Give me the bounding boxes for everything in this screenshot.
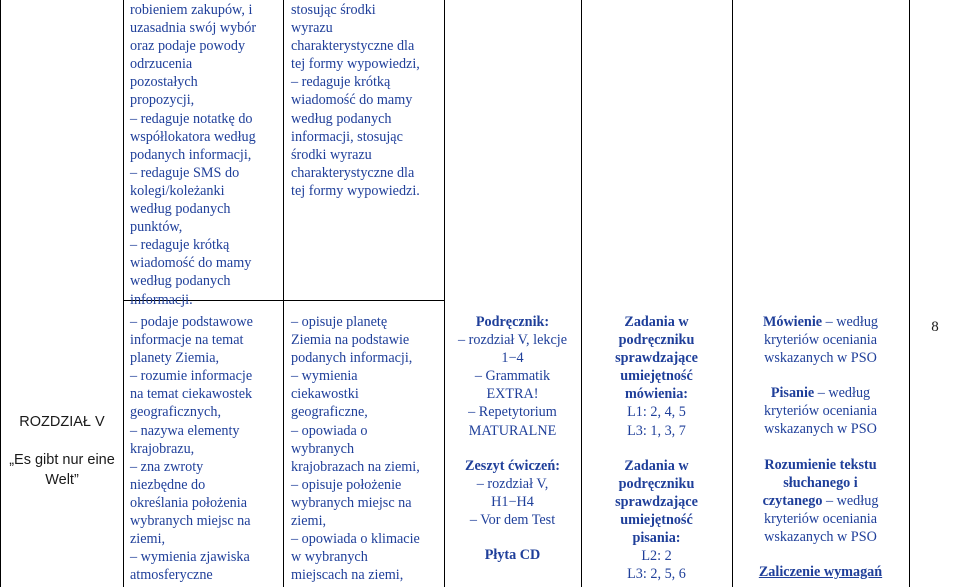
- text-line: określania położenia: [130, 494, 247, 511]
- text-line: MATURALNE: [468, 422, 557, 439]
- grid-line-col5: [732, 0, 733, 587]
- text-line: według podanych: [130, 273, 231, 290]
- materials-cell: [446, 313, 579, 564]
- basic-skills-bottom: [130, 313, 253, 584]
- grid-line-col2: [283, 0, 284, 587]
- text-line: podanych informacji,: [291, 350, 413, 367]
- text-line: ziemi,: [130, 531, 166, 548]
- text-line: – redaguje krótką: [130, 237, 230, 254]
- text-line: – Vor dem Test: [469, 511, 556, 528]
- extended-skills-top: [291, 1, 420, 200]
- text-line: stosując środki: [291, 2, 376, 18]
- speaking-task: L1: 2, 4, 5: [627, 404, 686, 421]
- criteria-cell: [734, 313, 907, 581]
- text-line: – Grammatik: [474, 368, 551, 385]
- text-line: ziemi,: [291, 513, 327, 530]
- zeszyt-label-text: Zeszyt ćwiczeń:: [465, 457, 560, 474]
- criteria-rest: – według: [822, 314, 879, 330]
- text-line: kryteriów oceniania: [763, 403, 878, 420]
- speaking-heading: umiejętność: [620, 368, 693, 385]
- text-line: wyrazu: [291, 20, 333, 37]
- text-line: według podanych: [130, 201, 231, 218]
- text-line: – rozdział V,: [476, 475, 549, 492]
- writing-heading: Zadania w: [624, 457, 689, 474]
- text-line: – opisuje planetę: [291, 314, 388, 330]
- text-line: – redaguje SMS do: [130, 164, 240, 181]
- extended-skills-bottom: [291, 313, 420, 584]
- text-line: propozycji,: [130, 92, 195, 109]
- text-line: wskazanych w PSO: [764, 421, 877, 438]
- text-line: punktów,: [130, 219, 183, 236]
- chapter-cell: [2, 412, 122, 490]
- chapter-subtitle: „Es gibt nur eine Welt”: [9, 452, 115, 488]
- criteria-mowienie: [734, 313, 907, 331]
- zeszyt-label: [446, 457, 579, 475]
- page-number: 8: [931, 319, 939, 335]
- speaking-heading: sprawdzające: [615, 350, 698, 367]
- criteria-term: Mówienie: [762, 314, 823, 330]
- podrecznik-label: Podręcznik:: [475, 314, 550, 330]
- text-line: oraz podaje powody: [130, 38, 246, 55]
- text-line: w wybranych: [291, 549, 368, 566]
- text-line: – wymienia: [291, 368, 358, 385]
- writing-task: L3: 2, 5, 6: [627, 566, 686, 583]
- text-line: – wymienia zjawiska: [130, 549, 250, 566]
- text-line: na temat ciekawostek: [130, 386, 253, 403]
- text-line: krajobrazach na ziemi,: [291, 458, 420, 475]
- text-line: wskazanych w PSO: [764, 350, 877, 367]
- text-line: robieniem zakupów, i: [130, 2, 253, 18]
- grid-line-col1: [123, 0, 124, 587]
- text-line: kolegi/koleżanki: [130, 182, 225, 199]
- text-line: – redaguje krótką: [291, 74, 391, 91]
- text-line: Ziemia na podstawie: [291, 332, 410, 349]
- grid-line-left-edge: [0, 0, 1, 587]
- speaking-heading: Zadania w: [624, 314, 689, 330]
- text-line: wiadomość do mamy: [130, 255, 252, 272]
- text-line: uzasadnia swój wybór: [130, 20, 257, 37]
- text-line: – Repetytorium: [468, 404, 557, 421]
- text-line: wybranych miejsc na: [291, 494, 412, 511]
- text-line: wiadomość do mamy: [291, 92, 413, 109]
- text-line: kryteriów oceniania: [763, 332, 878, 349]
- plyta-cd: Płyta CD: [484, 547, 541, 564]
- text-line: – opisuje położenie: [291, 476, 402, 493]
- speaking-task: L3: 1, 3, 7: [627, 422, 686, 439]
- text-line: wskazanych w PSO: [764, 528, 877, 545]
- writing-heading: umiejętność: [620, 511, 693, 528]
- criteria-rest: – według: [822, 492, 879, 509]
- criteria-rest: – według: [814, 385, 871, 402]
- text-line: informacje na temat: [130, 332, 244, 349]
- basic-skills-top: [130, 1, 256, 309]
- text-line: podanych informacji,: [130, 146, 252, 163]
- text-line: krajobrazu,: [130, 440, 195, 457]
- criteria-term: słuchanego i: [783, 474, 858, 491]
- text-line: – opowiada o klimacie: [291, 531, 420, 548]
- speaking-heading: mówienia:: [624, 386, 689, 403]
- writing-heading: pisania:: [632, 530, 681, 547]
- text-line: H1−H4: [491, 493, 534, 510]
- grid-line-col4: [581, 0, 582, 587]
- speaking-heading: podręczniku: [618, 332, 695, 349]
- criteria-term: czytanego: [762, 492, 823, 509]
- text-line: wybranych: [291, 440, 355, 457]
- criteria-pisanie: [734, 384, 907, 402]
- text-line: geograficznych,: [130, 404, 221, 421]
- text-line: współlokatora według: [130, 128, 256, 145]
- text-line: odrzucenia: [130, 56, 193, 73]
- text-line: atmosferyczne: [130, 567, 213, 584]
- text-line: 1−4: [501, 350, 524, 367]
- text-line: planety Ziemia,: [130, 350, 220, 367]
- text-line: – opowiada o: [291, 422, 368, 439]
- text-line: informacji.: [130, 291, 193, 308]
- zaliczenie-heading: Zaliczenie wymagań: [758, 564, 883, 581]
- tasks-cell: [583, 313, 730, 583]
- text-line: tej formy wypowiedzi.: [291, 182, 420, 199]
- text-line: środki wyrazu: [291, 146, 372, 163]
- text-line: według podanych: [291, 110, 392, 127]
- text-line: informacji, stosując: [291, 128, 403, 145]
- text-line: geograficzne,: [291, 404, 368, 421]
- writing-task: L2: 2: [641, 548, 672, 565]
- text-line: niezbędne do: [130, 476, 206, 493]
- grid-line-col6: [909, 0, 910, 587]
- text-line: – redaguje notatkę do: [130, 110, 253, 127]
- text-line: kryteriów oceniania: [763, 510, 878, 527]
- chapter-title: ROZDZIAŁ V: [19, 414, 105, 430]
- text-line: wybranych miejsc na: [130, 513, 251, 530]
- text-line: tej formy wypowiedzi,: [291, 56, 420, 73]
- text-line: – nazywa elementy: [130, 422, 240, 439]
- text-line: EXTRA!: [486, 386, 539, 403]
- writing-heading: podręczniku: [618, 475, 695, 492]
- criteria-term: Rozumienie tekstu: [764, 456, 877, 473]
- criteria-rozumienie: [734, 492, 907, 510]
- text-line: charakterystyczne dla: [291, 164, 415, 181]
- text-line: – rozumie informacje: [130, 368, 253, 385]
- text-line: miejscach na ziemi,: [291, 567, 404, 584]
- criteria-term: Pisanie: [770, 385, 815, 402]
- text-line: – podaje podstawowe: [130, 314, 253, 330]
- writing-heading: sprawdzające: [615, 493, 698, 510]
- text-line: pozostałych: [130, 74, 198, 91]
- text-line: ciekawostki: [291, 386, 359, 403]
- text-line: – zna zwroty: [130, 458, 204, 475]
- text-line: – rozdział V, lekcje: [458, 332, 567, 349]
- grid-line-col3: [444, 0, 445, 587]
- text-line: charakterystyczne dla: [291, 38, 415, 55]
